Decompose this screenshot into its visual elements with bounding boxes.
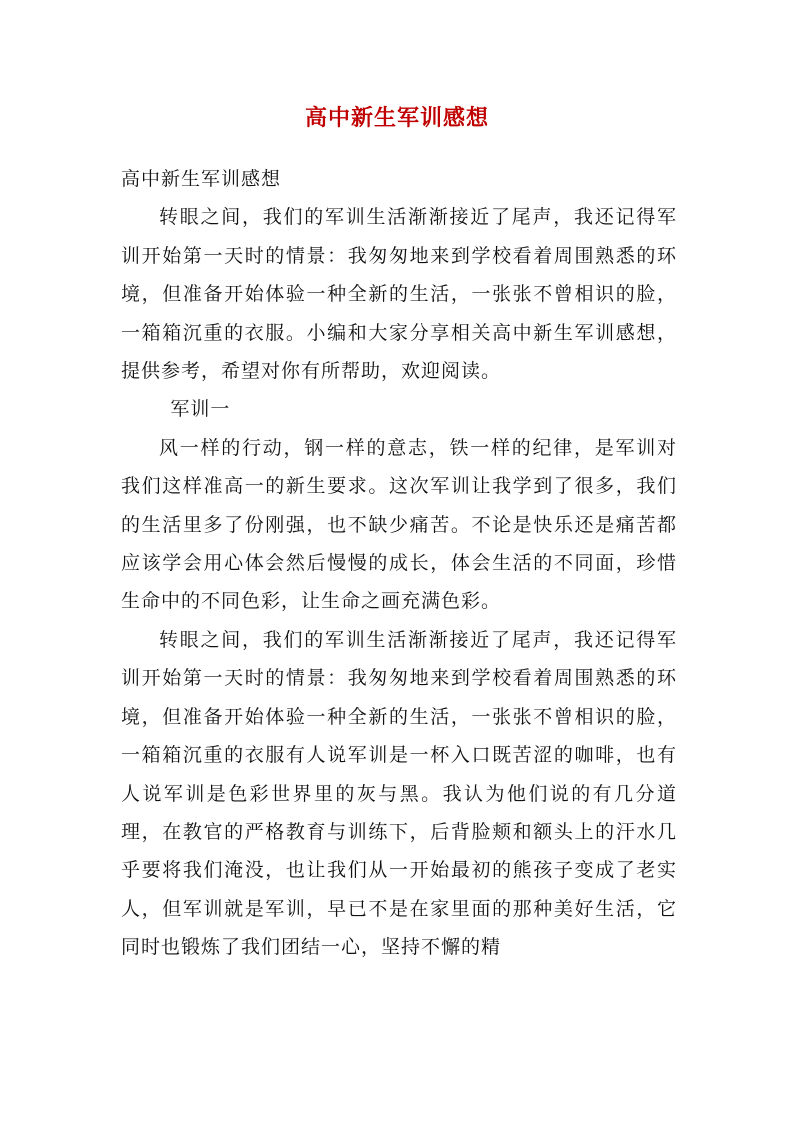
body-paragraph-1: 风一样的行动，钢一样的意志，铁一样的纪律，是军训对我们这样准高一的新生要求。这次军训让我学到了很多，我们的生活里多了份刚强，也不缺少痛苦。不论是快乐还是痛苦都应该学会用心体会然后慢慢的成长，体会生活的不同面，珍惜生命中的不同色彩，让生命之画充满色彩。 <box>121 436 677 613</box>
body-paragraph-2: 转眼之间，我们的军训生活渐渐接近了尾声，我还记得军训开始第一天时的情景：我匆匆地来到学校看着周围熟悉的环境，但准备开始体验一种全新的生活，一张张不曾相识的脸，一箱箱沉重的衣服有人说军训是一杯入口既苦涩的咖啡，也有人说军训是色彩世界里的灰与黑。我认为他们说的有几分道理，在教官的严格教育与训练下，后背脸颊和额头上的汗水几乎要将我们淹没，也让我们从一开始最初的熊孩子变成了老实人，但军训就是军训，早已不是在家里面的那种美好生活，它同时也锻炼了我们团结一心，坚持不懈的精 <box>121 628 677 959</box>
document-title: 高中新生军训感想 <box>304 105 489 131</box>
intro-paragraph: 转眼之间，我们的军训生活渐渐接近了尾声，我还记得军训开始第一天时的情景：我匆匆地来到学校看着周围熟悉的环境，但准备开始体验一种全新的生活，一张张不曾相识的脸，一箱箱沉重的衣服。小编和大家分享相关高中新生军训感想，提供参考，希望对你有所帮助，欢迎阅读。 <box>121 206 677 383</box>
document-body <box>121 160 677 967</box>
document-subtitle: 高中新生军训感想 <box>121 168 282 190</box>
section-heading: 军训一 <box>170 398 231 421</box>
